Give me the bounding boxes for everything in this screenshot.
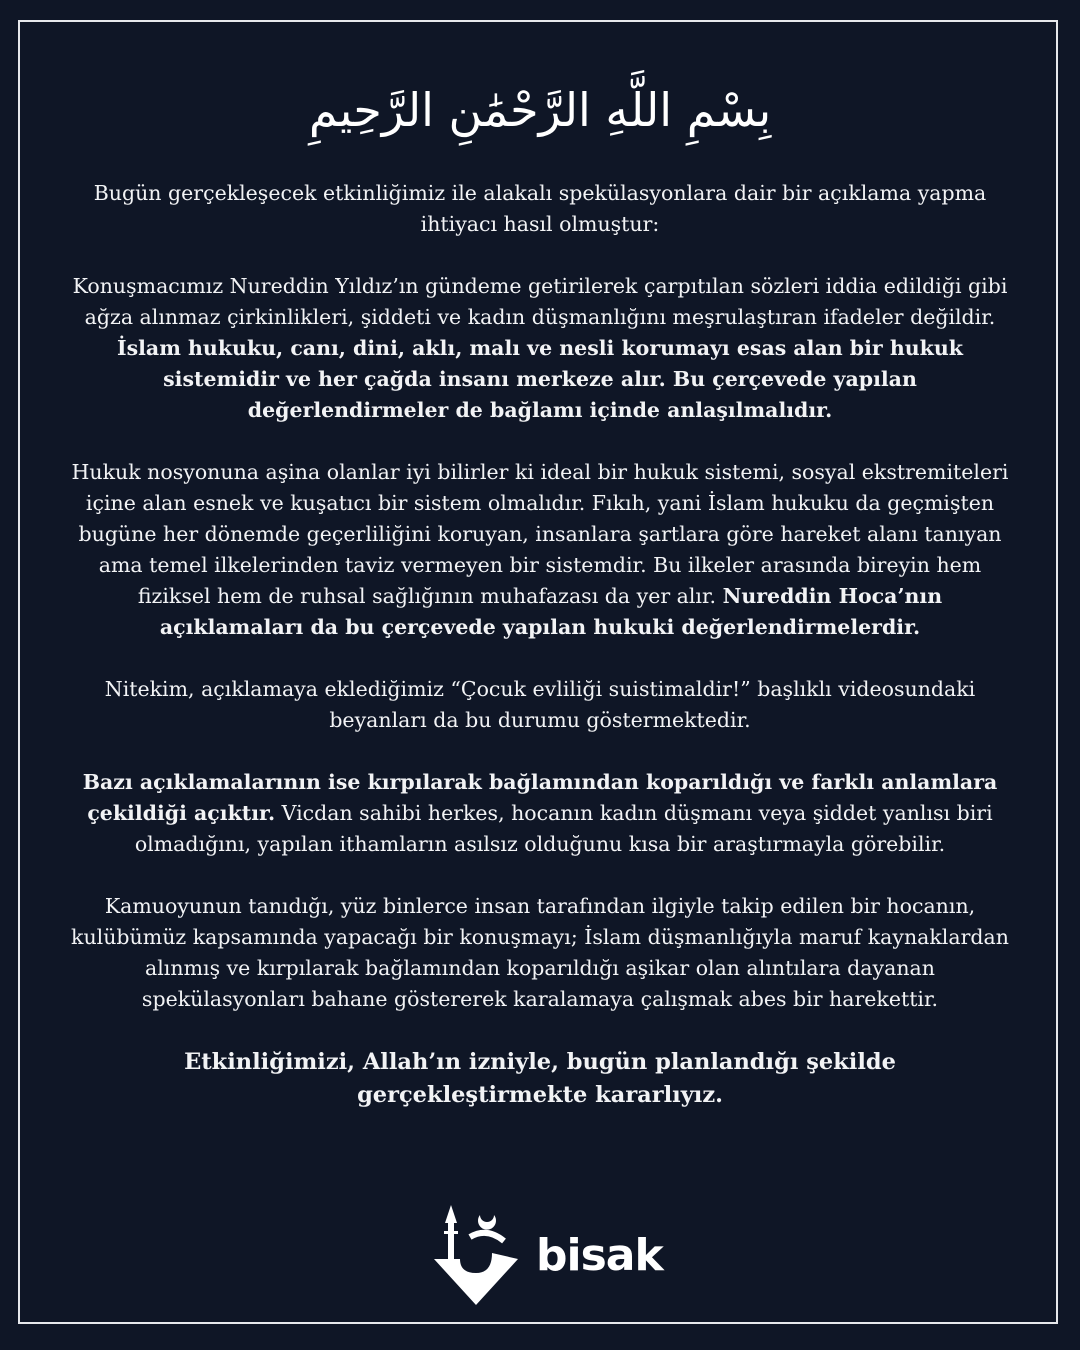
paragraph-intro: Bugün gerçekleşecek etkinliğimiz ile alakalı spekülasyonlara dair bir açıklama yapma ihtiyacı hasıl olmuştur: bbox=[93, 181, 987, 236]
paragraph-speaker-text: Konuşmacımız Nureddin Yıldız’ın gündeme getirilerek çarpıtılan sözleri iddia edildiği gibi ağza alınmaz çirkinlikleri, şiddeti ve kadın düşmanlığını meşrulaştıran ifadeler değildir. bbox=[72, 274, 1008, 329]
paragraph-law-system-emphasis: Nureddin Hoca’nın açıklamaları da bu çerçevede yapılan hukuki değerlendirmelerdir. bbox=[159, 584, 943, 639]
mosque-crescent-logo-icon bbox=[430, 1201, 522, 1309]
paragraph-context-emphasis: Bazı açıklamalarının ise kırpılarak bağlamından koparıldığı ve farklı anlamlara çekildiği açıktır. bbox=[82, 770, 998, 825]
paragraph-law-system bbox=[70, 457, 1010, 643]
closing-statement: Etkinliğimizi, Allah’ın izniyle, bugün planlandığı şekilde gerçekleştirmekte kararlıyız. bbox=[184, 1049, 896, 1108]
paragraph-speaker-emphasis: İslam hukuku, canı, dini, aklı, malı ve nesli korumayı esas alan bir hukuk sistemidir ve her çağda insanı merkeze alır. Bu çerçevede yapılan değerlendirmeler de bağlamı içinde anlaşılmalıdır. bbox=[117, 336, 963, 422]
paragraph-law-system-text: Hukuk nosyonuna aşina olanlar iyi bilirler ki ideal bir hukuk sistemi, sosyal ekstremiteleri içine alan esnek ve kuşatıcı bir sistem olmalıdır. Fıkıh, yani İslam hukuku da geçmişten bugüne her dönemde geçerliliğini koruyan, insanlara şartlara göre hareket alanı tanıyan ama temel ilkelerinden taviz vermeyen bir sistemdir. Bu ilkeler arasında bireyin hem fiziksel hem de ruhsal sağlığının muhafazası da yer alır. bbox=[71, 460, 1009, 608]
paragraph-context bbox=[70, 767, 1010, 860]
bisak-logo bbox=[430, 1200, 663, 1310]
paragraph-speaker bbox=[70, 271, 1010, 426]
paragraph-public-figure: Kamuoyunun tanıdığı, yüz binlerce insan tarafından ilgiyle takip edilen bir hocanın, kulübümüz kapsamında yapacağı bir konuşmayı; İslam düşmanlığıyla maruf kaynaklardan alınmış ve kırpılarak bağlamından koparıldığı aşikar olan alıntılara dayanan spekülasyonları bahane göstererek karalamaya çalışmak abes bir harekettir. bbox=[71, 894, 1009, 1011]
logo-wordmark: bisak bbox=[536, 1229, 663, 1281]
statement-body bbox=[70, 178, 1010, 1112]
paragraph-video-reference: Nitekim, açıklamaya eklediğimiz “Çocuk evliliği suistimaldir!” başlıklı videosundaki beyanları da bu durumu göstermektedir. bbox=[104, 677, 976, 732]
basmala-calligraphy: بِسْمِ اللَّهِ الرَّحْمَٰنِ الرَّحِيمِ bbox=[308, 83, 772, 137]
paragraph-context-text: Vicdan sahibi herkes, hocanın kadın düşmanı veya şiddet yanlısı biri olmadığını, yapılan ithamların asılsız olduğunu kısa bir araştırmayla görebilir. bbox=[134, 801, 993, 856]
